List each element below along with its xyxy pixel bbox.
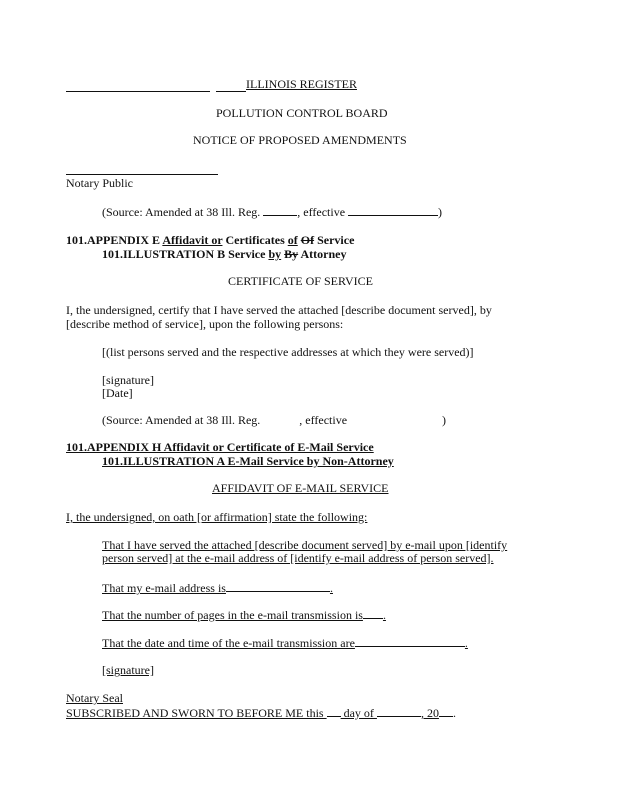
source-mid: , effective — [297, 205, 349, 219]
illustration-b-heading — [102, 247, 346, 261]
sworn-end: . — [452, 706, 456, 720]
source2-end: ) — [442, 413, 447, 427]
appendix-e-struck-of: Of — [300, 233, 315, 247]
certificate-text-line1: I, the undersigned, certify that I have served the attached [describe document served], by — [66, 303, 492, 317]
illustration-b-struck-by: By — [284, 247, 299, 261]
datetime-text: That the date and time of the e-mail transmission are — [102, 636, 355, 650]
sworn-prefix: SUBSCRIBED AND SWORN TO BEFORE ME this — [66, 706, 327, 720]
pages-blank — [363, 607, 383, 619]
source-prefix: (Source: Amended at 38 Ill. Reg. — [102, 205, 264, 219]
day-blank — [327, 705, 341, 717]
sworn-mid1: day of — [340, 706, 377, 720]
pages-text: That the number of pages in the e-mail transmission is — [102, 608, 363, 622]
email-blank — [226, 580, 330, 592]
sworn-mid2: , 20 — [420, 706, 439, 720]
illustration-b-prefix: 101.ILLUSTRATION B Service — [102, 247, 269, 261]
source-amended-line-2 — [102, 413, 446, 427]
illustration-a-heading — [102, 454, 394, 468]
email-address-text: That my e-mail address is — [102, 581, 226, 595]
board-title: POLLUTION CONTROL BOARD — [216, 106, 388, 120]
certificate-signature: [signature] — [102, 373, 154, 387]
illustration-b-attorney: Attorney — [298, 247, 347, 261]
source-amended-line — [102, 204, 442, 219]
certificate-text-line2: [describe method of service], upon the following persons: — [66, 317, 344, 331]
appendix-e-service: Service — [314, 233, 355, 247]
header-blank-mid — [216, 91, 246, 92]
appendix-h-heading: 101.APPENDIX H Affidavit or Certificate of E-Mail Service — [66, 440, 374, 454]
month-blank — [377, 705, 421, 717]
reg-blank — [263, 204, 297, 216]
affidavit-email-line: That my e-mail address is . — [102, 581, 333, 595]
affidavit-served-line1: That I have served the attached [describe document served] by e-mail upon [identify — [102, 538, 508, 552]
source2-mid: , effective — [299, 413, 351, 427]
header-blank-left — [66, 91, 210, 92]
affidavit-served-line2: person served] at the e-mail address of [identify e-mail address of person served]. — [102, 551, 494, 565]
affidavit-pages-line: That the number of pages in the e-mail transmission is . — [102, 608, 386, 622]
notary-seal-label: Notary Seal — [66, 691, 123, 705]
datetime-blank — [355, 635, 465, 647]
certificate-date: [Date] — [102, 386, 133, 400]
register-title: ILLINOIS REGISTER — [246, 77, 357, 91]
sworn-line — [66, 705, 456, 720]
source-end: ) — [438, 205, 443, 219]
certificate-title: CERTIFICATE OF SERVICE — [228, 274, 373, 288]
source2-prefix: (Source: Amended at 38 Ill. Reg. — [102, 413, 264, 427]
appendix-e-insert-of: of — [287, 233, 298, 247]
illustration-a-title: E-Mail Service by Non-Attorney — [227, 454, 394, 468]
affidavit-datetime-line: That the date and time of the e-mail transmission are . — [102, 636, 468, 650]
affidavit-title: AFFIDAVIT OF E-MAIL SERVICE — [212, 481, 389, 495]
affidavit-intro: I, the undersigned, on oath [or affirmation] state the following: — [66, 510, 368, 524]
appendix-e-certificates: Certificates — [222, 233, 288, 247]
persons-served: [(list persons served and the respective addresses at which they were served)] — [102, 345, 474, 359]
illustration-b-insert-by: by — [268, 247, 282, 261]
appendix-e-prefix: 101.APPENDIX E — [66, 233, 163, 247]
notary-public-label: Notary Public — [66, 176, 133, 190]
effective-blank — [348, 204, 438, 216]
appendix-e-heading — [66, 233, 354, 247]
notice-title: NOTICE OF PROPOSED AMENDMENTS — [193, 133, 407, 147]
year-blank — [439, 705, 453, 717]
illustration-a-prefix: 101.ILLUSTRATION A — [102, 454, 228, 468]
notary-signature-line — [66, 174, 218, 175]
affidavit-signature: [signature] — [102, 663, 154, 677]
appendix-e-insert-affidavit: Affidavit or — [162, 233, 223, 247]
